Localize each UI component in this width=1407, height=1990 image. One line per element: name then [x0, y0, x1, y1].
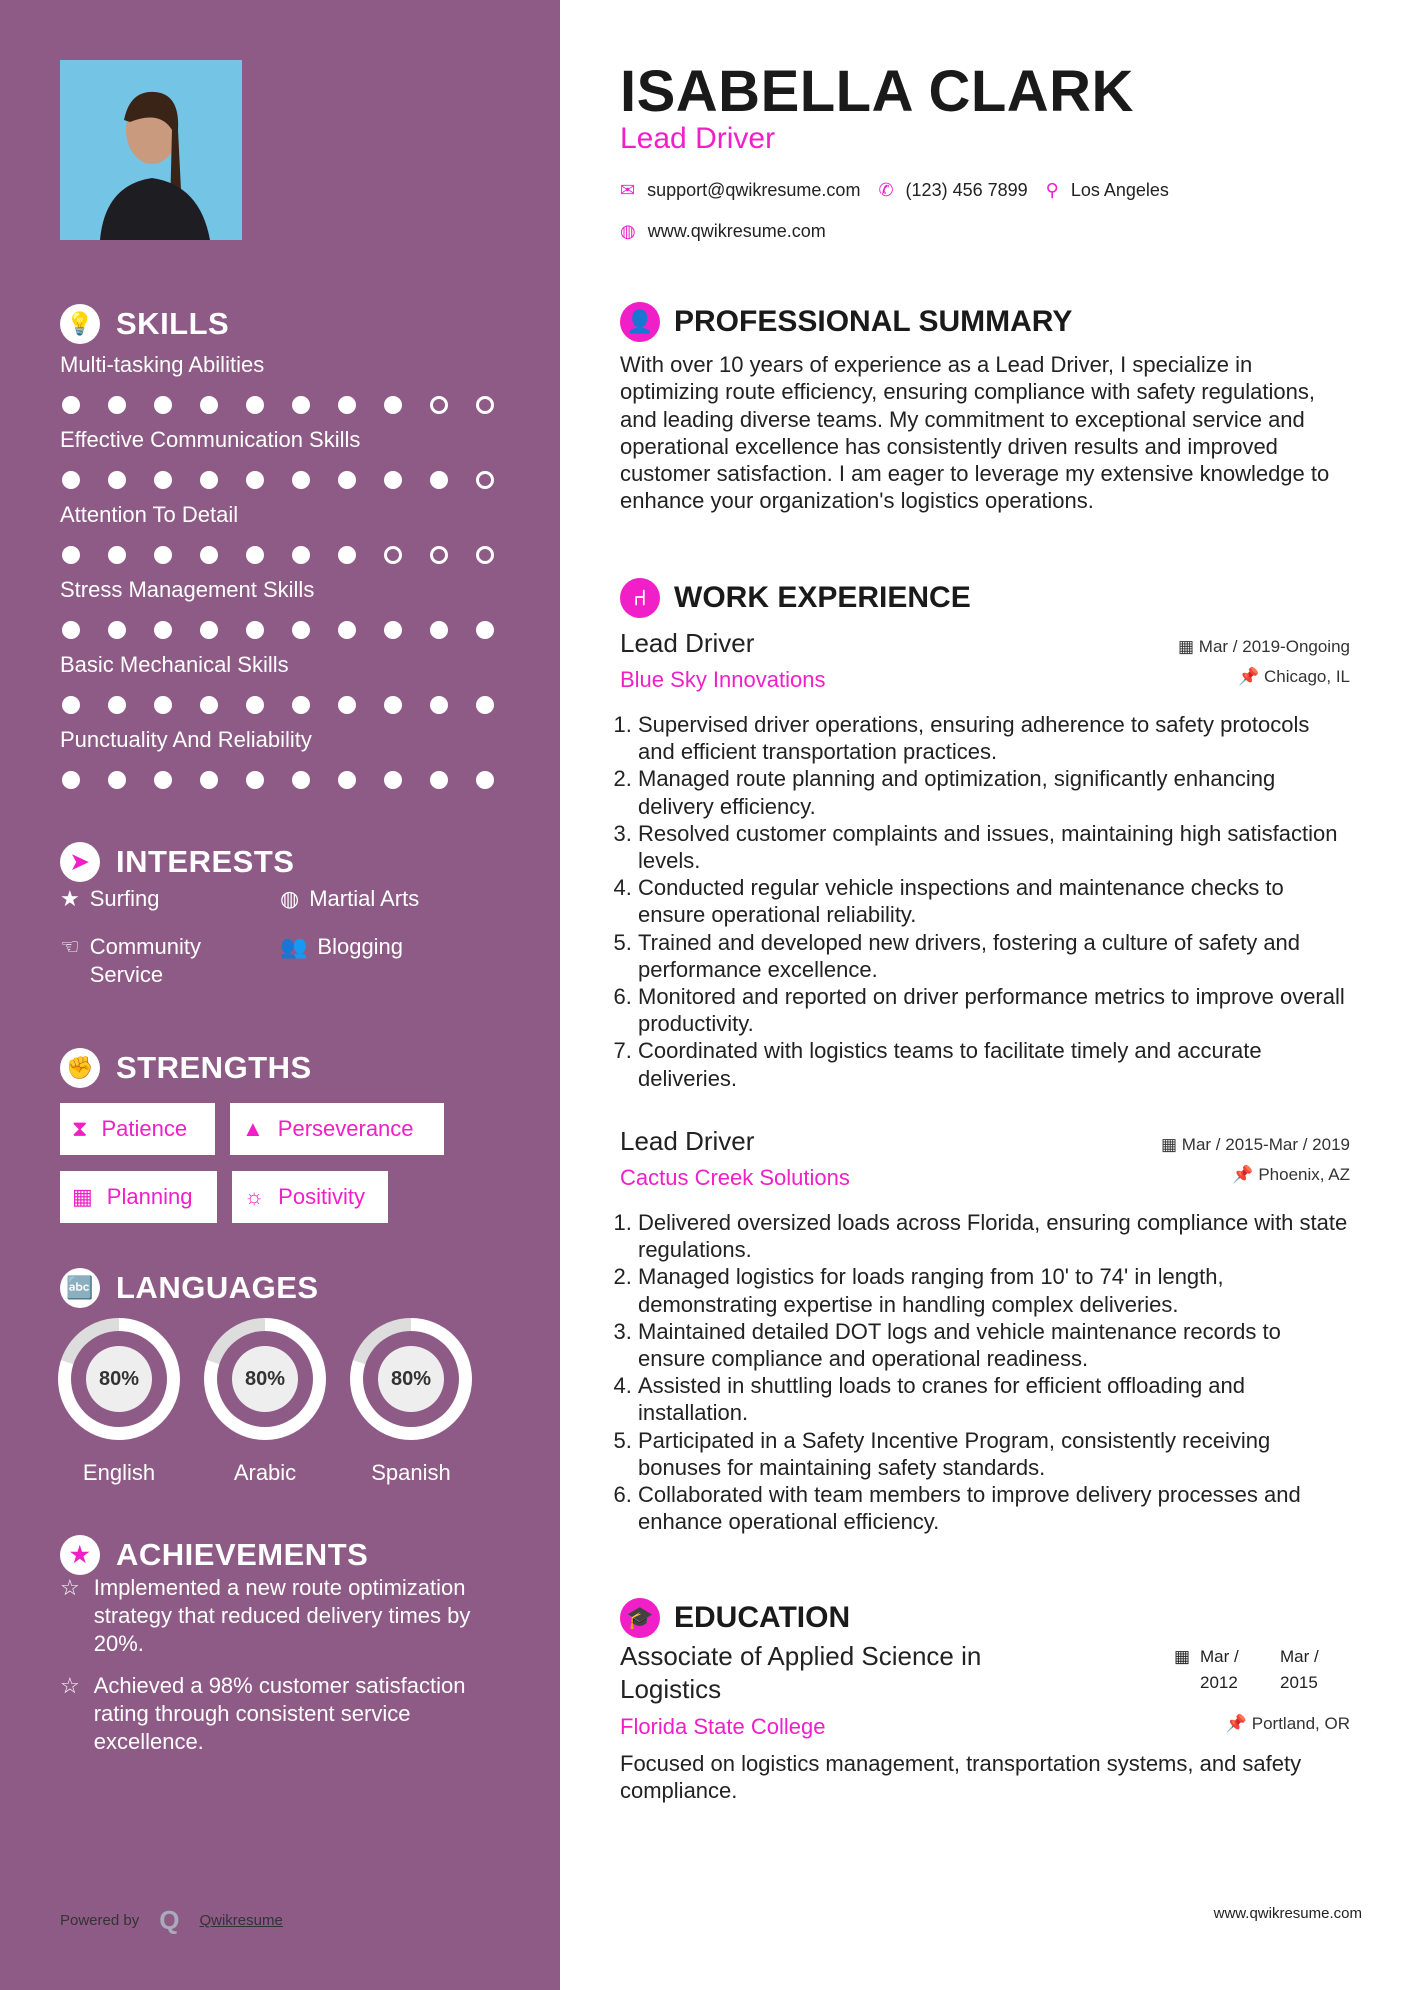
skill-dot [108, 471, 126, 489]
skill-dot [384, 621, 402, 639]
calendar-icon: ▦ [1161, 1135, 1178, 1154]
skill-dot [292, 771, 310, 789]
skill-dot [108, 771, 126, 789]
skill-dot [246, 471, 264, 489]
globe-icon: ◍ [280, 886, 300, 911]
calendar-icon: ▦ [1178, 637, 1195, 656]
interest-item: ★ Surfing [60, 886, 160, 911]
achievement-item: ☆ Implemented a new route optimization strategy that reduced delivery times by 20%. [60, 1575, 471, 1656]
hand-icon: ☜ [60, 934, 80, 959]
skill-dot [384, 546, 402, 564]
language-item [350, 1318, 472, 1486]
skill-rating [60, 471, 520, 489]
skill-dot [200, 621, 218, 639]
education-dates: ▦ Mar / 2012 Mar / 2015 [1174, 1644, 1350, 1706]
sun-icon: ☼ [244, 1184, 265, 1209]
language-progress-ring [58, 1318, 180, 1440]
shooting-star-icon: ★ [60, 1535, 100, 1575]
phone-icon: ✆ [878, 180, 894, 200]
job-title: Lead Driver [620, 122, 776, 155]
job-bullet: 6. Monitored and reported on driver performance metrics to improve overall productivity. [638, 983, 1350, 1037]
profile-photo [60, 60, 242, 240]
hourglass-icon: ⧗ [72, 1116, 88, 1141]
skill-dot [430, 771, 448, 789]
skill-dot [154, 696, 172, 714]
globe-icon: ◍ [620, 221, 636, 241]
interests-heading: ➤ INTERESTS [60, 842, 294, 882]
job-location: 📌 Chicago, IL [1238, 667, 1350, 686]
job-bullet: 3. Resolved customer complaints and issues, maintaining high satisfaction levels. [638, 820, 1350, 874]
language-percent: 80% [378, 1346, 444, 1412]
job-bullet: 4. Assisted in shuttling loads to cranes for efficient offloading and installation. [638, 1372, 1350, 1426]
skill-dot [154, 396, 172, 414]
skill-dot [338, 621, 356, 639]
skill-item [60, 577, 520, 639]
users-icon: 👥 [280, 934, 308, 959]
skill-dot [338, 471, 356, 489]
skill-dot [62, 396, 80, 414]
chair-icon: ⑁ [620, 578, 660, 618]
job-bullet: 2. Managed route planning and optimization, significantly enhancing delivery efficiency. [638, 765, 1350, 819]
shooting-star-icon: ☆ [60, 1575, 80, 1600]
skill-dot [62, 771, 80, 789]
contact-row [620, 180, 1169, 201]
experience-heading: ⑁ WORK EXPERIENCE [620, 578, 971, 618]
skill-dot [476, 396, 494, 414]
pin-icon: 📌 [1238, 667, 1260, 686]
skill-dot [200, 471, 218, 489]
achievements-heading: ★ ACHIEVEMENTS [60, 1535, 368, 1575]
skill-rating [60, 696, 520, 714]
education-entry [620, 1640, 1350, 1804]
skill-dot [430, 546, 448, 564]
job-location: 📌 Phoenix, AZ [1232, 1165, 1350, 1184]
skill-dot [246, 396, 264, 414]
skill-dot [384, 771, 402, 789]
language-progress-ring [350, 1318, 472, 1440]
skill-dot [292, 696, 310, 714]
star-icon: ★ [60, 886, 80, 911]
graduate-icon: 🎓 [620, 1598, 660, 1638]
languages-heading: 🔤 LANGUAGES [60, 1268, 319, 1308]
skill-dot [384, 471, 402, 489]
job-entry [620, 1126, 1350, 1535]
summary-heading: 👤 PROFESSIONAL SUMMARY [620, 302, 1072, 342]
skill-dot [338, 546, 356, 564]
skill-dot [246, 771, 264, 789]
skill-dot [108, 621, 126, 639]
interest-item: ◍ Martial Arts [280, 886, 420, 911]
achievement-item: ☆ Achieved a 98% customer satisfaction rating through consistent service excellence. [60, 1673, 466, 1754]
skill-dot [292, 471, 310, 489]
calendar-icon: ▦ [1173, 1647, 1190, 1666]
strength-badge: ▦ Planning [60, 1171, 217, 1223]
skill-dot [430, 396, 448, 414]
skill-dot [384, 396, 402, 414]
skill-dot [62, 696, 80, 714]
education-location: 📌 Portland, OR [1225, 1714, 1350, 1733]
skill-dot [62, 546, 80, 564]
skill-dot [62, 471, 80, 489]
website[interactable]: www.qwikresume.com [647, 221, 826, 241]
skill-dot [476, 471, 494, 489]
skill-dot [338, 771, 356, 789]
location-pin-icon: ⚲ [1045, 180, 1059, 200]
job-dates: ▦ Mar / 2019-Ongoing [1178, 637, 1350, 656]
powered-by: Powered by Q Qwikresume [60, 1905, 283, 1935]
skill-dot [292, 396, 310, 414]
fist-icon: ✊ [60, 1048, 100, 1088]
skill-dot [154, 546, 172, 564]
skill-item [60, 727, 520, 789]
company: Cactus Creek Solutions [620, 1165, 850, 1190]
skill-item [60, 652, 520, 714]
website-row [620, 221, 826, 242]
skill-dot [108, 396, 126, 414]
skill-item [60, 502, 520, 564]
language-progress-ring [204, 1318, 326, 1440]
lightbulb-icon: 💡 [60, 304, 100, 344]
skill-dot [430, 471, 448, 489]
footer-website[interactable]: www.qwikresume.com [1213, 1905, 1362, 1922]
skill-dot [338, 696, 356, 714]
skill-dot [154, 471, 172, 489]
calendar-icon: ▦ [72, 1184, 93, 1209]
skill-dot [292, 621, 310, 639]
skill-dot [476, 696, 494, 714]
skill-dot [292, 546, 310, 564]
skill-dot [154, 621, 172, 639]
job-title: Lead Driver [620, 628, 755, 658]
language-item [58, 1318, 180, 1486]
skill-name: Basic Mechanical Skills [60, 652, 289, 677]
job-bullet: 7. Coordinated with logistics teams to facilitate timely and accurate deliveries. [638, 1037, 1350, 1091]
job-entry [620, 628, 1350, 1092]
location: Los Angeles [1070, 180, 1169, 200]
job-title: Lead Driver [620, 1126, 755, 1156]
job-bullets [620, 711, 1350, 1092]
paper-plane-icon: ➤ [60, 842, 100, 882]
language-percent: 80% [232, 1346, 298, 1412]
skill-dot [246, 696, 264, 714]
user-icon: 👤 [620, 302, 660, 342]
skill-dot [200, 771, 218, 789]
road-icon: ▲ [242, 1116, 264, 1141]
skill-item [60, 427, 520, 489]
skill-dot [108, 696, 126, 714]
skill-dot [476, 621, 494, 639]
degree: Associate of Applied Science in Logistics [620, 1641, 982, 1704]
school: Florida State College [620, 1714, 826, 1739]
skill-rating [60, 771, 520, 789]
skill-rating [60, 546, 520, 564]
skill-dot [62, 621, 80, 639]
envelope-icon: ✉ [620, 180, 636, 200]
skill-dot [246, 546, 264, 564]
skill-dot [430, 621, 448, 639]
skill-dot [476, 546, 494, 564]
job-bullet: 4. Conducted regular vehicle inspections and maintenance checks to ensure operational reliability. [638, 874, 1350, 928]
job-bullet: 5. Trained and developed new drivers, fostering a culture of safety and performance excellence. [638, 929, 1350, 983]
strength-badge: ▲ Perseverance [230, 1103, 444, 1155]
job-bullet: 1. Supervised driver operations, ensuring adherence to safety protocols and efficient transportation practices. [638, 711, 1350, 765]
skill-dot [154, 771, 172, 789]
strength-badge: ☼ Positivity [232, 1171, 388, 1223]
skill-dot [200, 546, 218, 564]
candidate-name: ISABELLA CLARK [620, 59, 1134, 124]
skill-dot [338, 396, 356, 414]
skill-name: Punctuality And Reliability [60, 727, 312, 752]
pin-icon: 📌 [1232, 1165, 1254, 1184]
skill-dot [476, 771, 494, 789]
strength-badge: ⧗ Patience [60, 1103, 215, 1155]
sidebar [0, 0, 560, 1990]
language-percent: 80% [86, 1346, 152, 1412]
skill-dot [108, 546, 126, 564]
qwikresume-link[interactable]: Qwikresume [199, 1912, 283, 1929]
job-bullet: 6. Collaborated with team members to improve delivery processes and enhance operational efficiency. [638, 1481, 1350, 1535]
phone: (123) 456 7899 [905, 180, 1028, 200]
interest-item: ☜ Community Service [60, 934, 201, 987]
skill-dot [200, 396, 218, 414]
skill-rating [60, 396, 520, 414]
interest-item: 👥 Blogging [280, 934, 404, 959]
language-name: English [82, 1460, 156, 1485]
skill-dot [384, 696, 402, 714]
strengths-heading: ✊ STRENGTHS [60, 1048, 312, 1088]
language-icon: 🔤 [60, 1268, 100, 1308]
skill-name: Effective Communication Skills [60, 427, 361, 452]
skills-heading: 💡 SKILLS [60, 304, 229, 344]
job-bullets [620, 1209, 1350, 1535]
job-bullet: 1. Delivered oversized loads across Florida, ensuring compliance with state regulations. [638, 1209, 1350, 1263]
education-heading: 🎓 EDUCATION [620, 1598, 850, 1638]
company: Blue Sky Innovations [620, 667, 826, 692]
email[interactable]: support@qwikresume.com [647, 180, 861, 200]
skill-name: Stress Management Skills [60, 577, 315, 602]
skill-name: Attention To Detail [60, 502, 239, 527]
language-item [204, 1318, 326, 1486]
shooting-star-icon: ☆ [60, 1673, 80, 1698]
skill-item [60, 352, 520, 414]
job-bullet: 5. Participated in a Safety Incentive Program, consistently receiving bonuses for maintaining safety standards. [638, 1427, 1350, 1481]
summary-text: With over 10 years of experience as a Lead Driver, I specialize in optimizing route efficiency, ensuring compliance with safety regulations, and leading diverse teams. My commitment to exceptional service and operational excellence has consistently driven results and improved customer satisfaction. I am eager to leverage my extensive knowledge to enhance your organization's logistics operations. [620, 352, 1330, 514]
job-dates: ▦ Mar / 2015-Mar / 2019 [1161, 1135, 1350, 1154]
language-name: Spanish [371, 1460, 451, 1485]
skill-rating [60, 621, 520, 639]
language-name: Arabic [233, 1460, 297, 1485]
skill-name: Multi-tasking Abilities [60, 352, 265, 377]
skill-dot [430, 696, 448, 714]
job-bullet: 2. Managed logistics for loads ranging from 10' to 74' in length, demonstrating expertise in handling complex deliveries. [638, 1263, 1350, 1317]
education-description: Focused on logistics management, transportation systems, and safety compliance. [620, 1751, 1302, 1803]
job-bullet: 3. Maintained detailed DOT logs and vehicle maintenance records to ensure compliance and operational readiness. [638, 1318, 1350, 1372]
skill-dot [246, 621, 264, 639]
qwikresume-logo-icon: Q [159, 1905, 180, 1935]
skill-dot [200, 696, 218, 714]
